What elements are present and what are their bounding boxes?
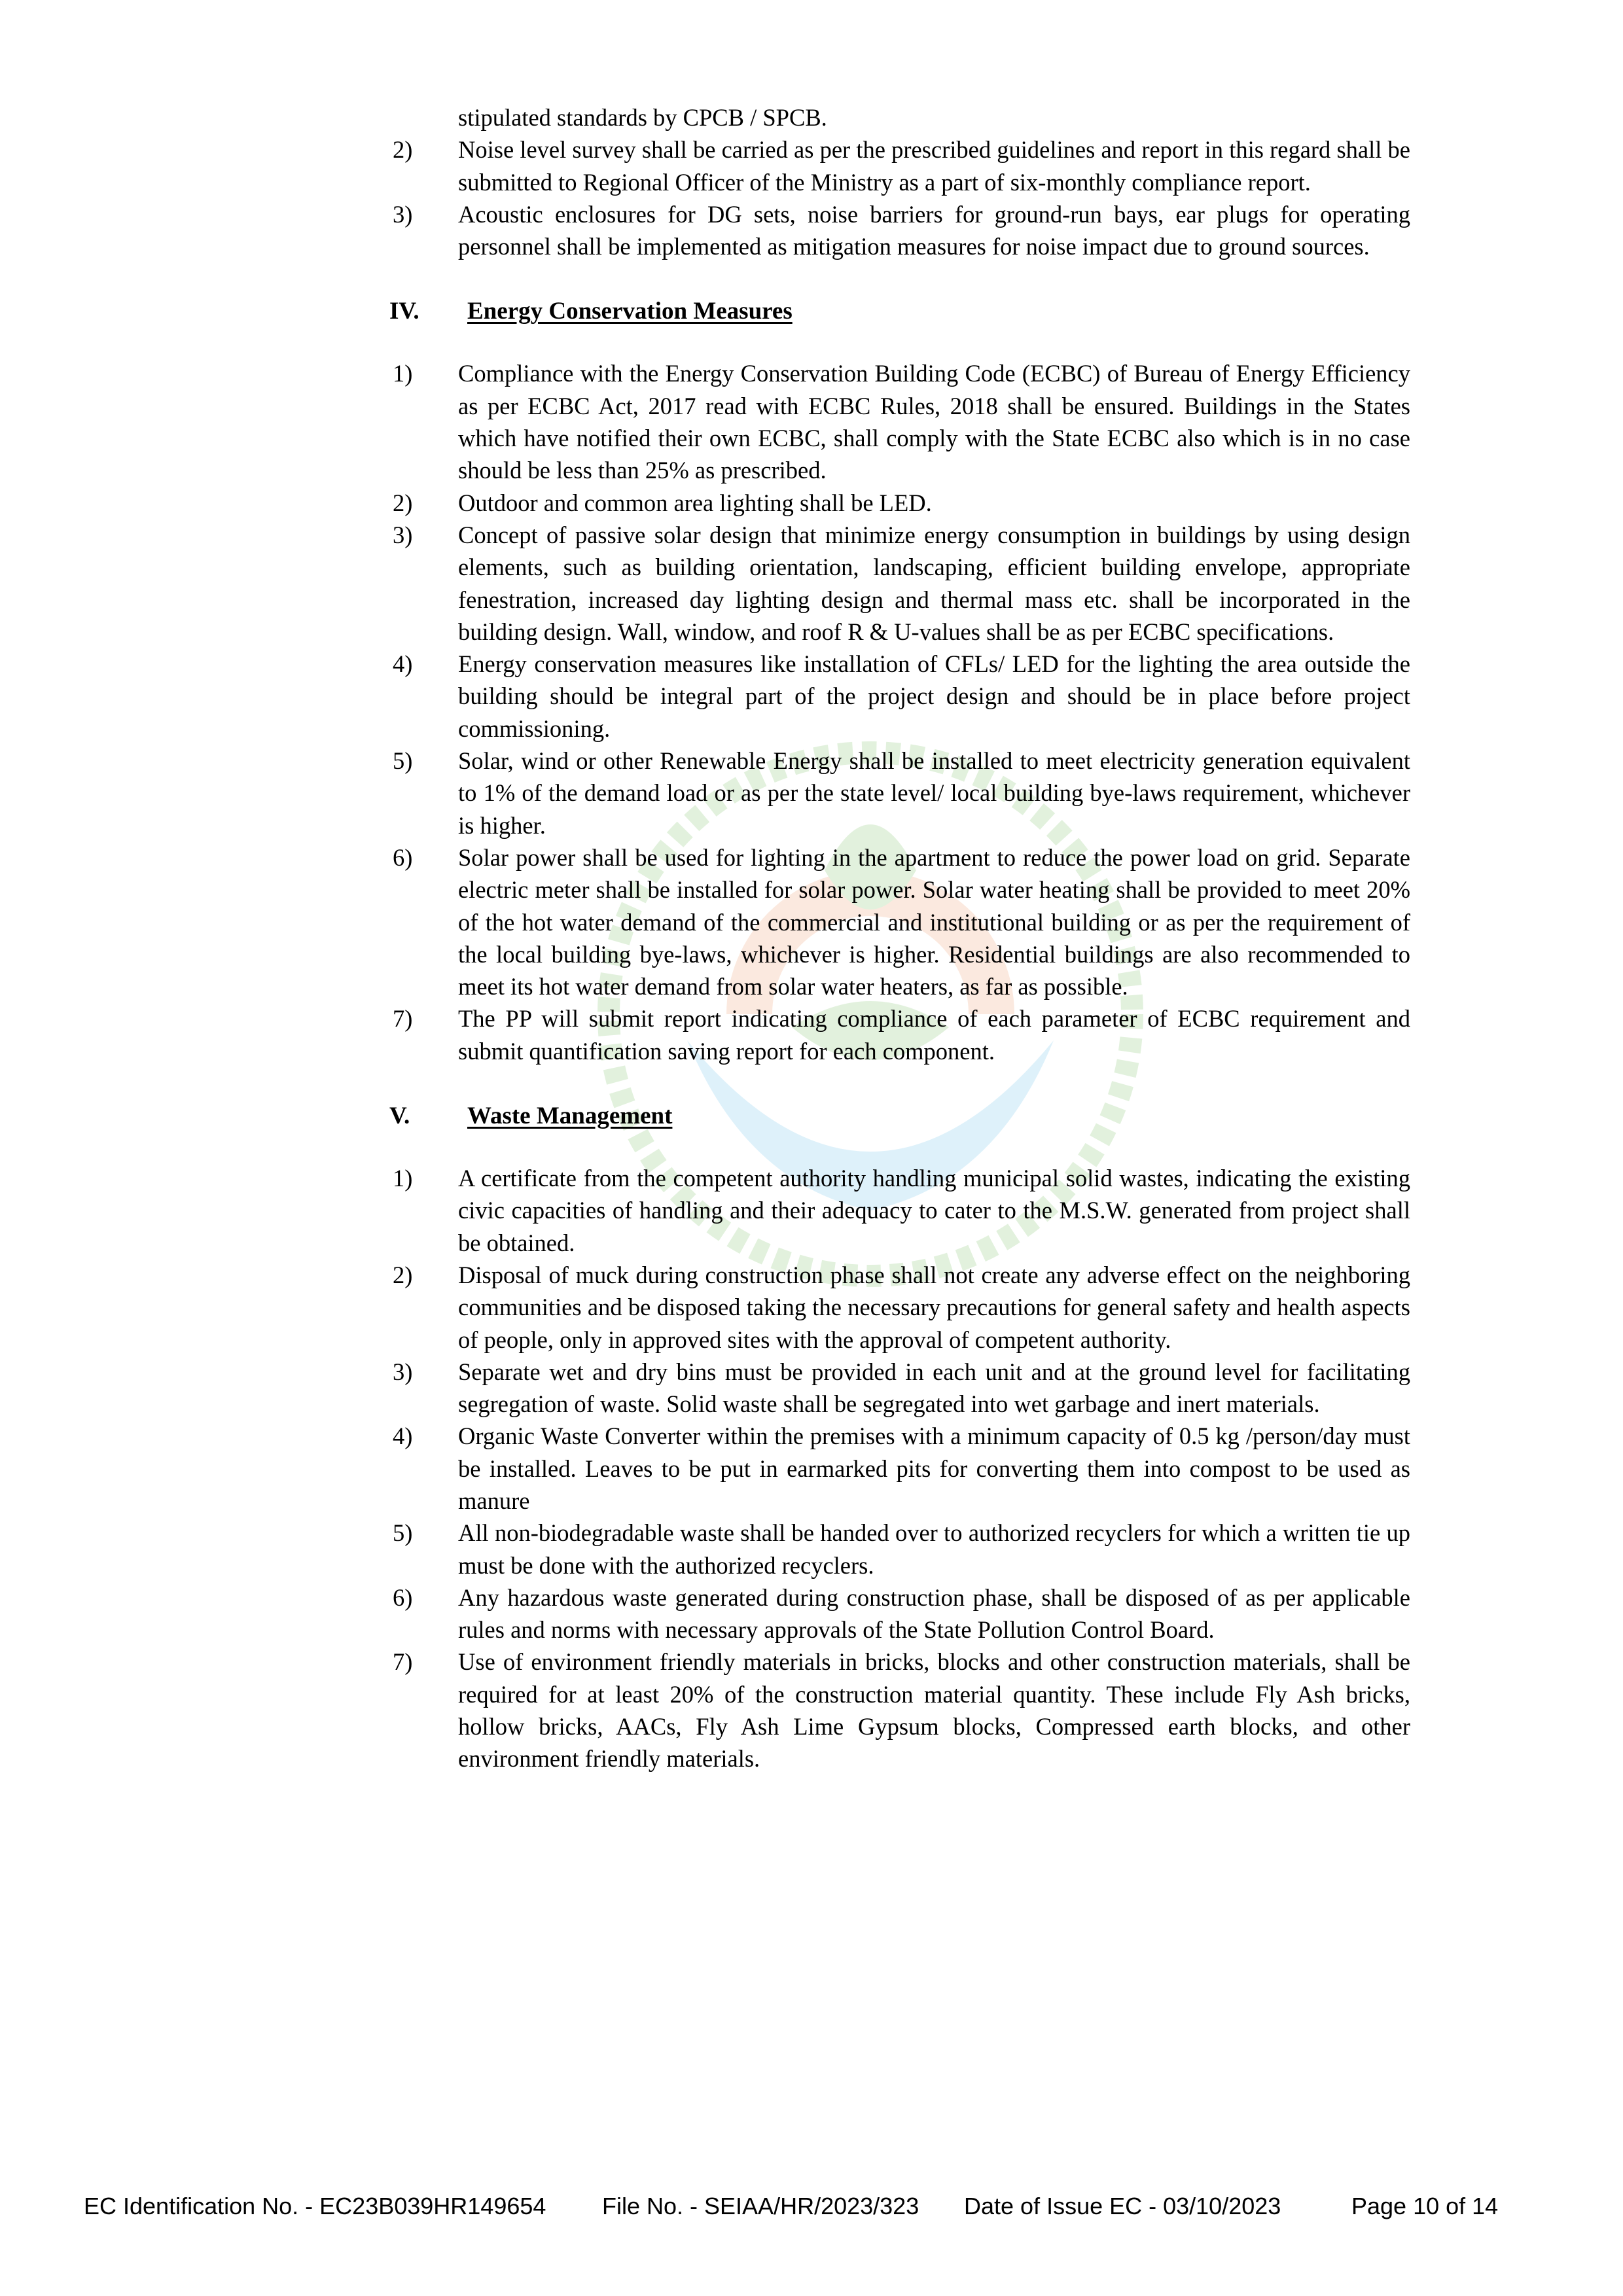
item-text: Disposal of muck during construction phase shall not create any adverse effect on the neighboring communities and be disposed taking the necessary precautions for general safety and health aspects of people, only in approved sites with the approval of competent authority. — [458, 1261, 1410, 1353]
item-text: Organic Waste Converter within the premises with a minimum capacity of 0.5 kg /person/day must be installed. Leaves to be put in earmarked pits for converting them into compost to be used as manure — [458, 1422, 1410, 1514]
footer-page-number: Page 10 of 14 — [1351, 2193, 1499, 2219]
item-number: 7) — [393, 1005, 413, 1033]
energy-conservation-list — [386, 357, 1410, 1067]
continuation-text: stipulated standards by CPCB / SPCB. — [458, 104, 827, 131]
item-number: 5) — [393, 1519, 413, 1547]
item-text: Solar, wind or other Renewable Energy shall be installed to meet electricity generation equivalent to 1% of the demand load or as per the state level/ local building bye-laws requirement, whichever is higher. — [458, 747, 1410, 839]
main-content — [386, 101, 1410, 1775]
item-text: Outdoor and common area lighting shall be LED. — [458, 489, 932, 516]
list-item — [386, 133, 1410, 198]
item-text: Acoustic enclosures for DG sets, noise barriers for ground-run bays, ear plugs for operating personnel shall be implemented as mitigation measures for noise impact due to ground sources. — [458, 200, 1410, 260]
item-number: 6) — [393, 843, 413, 871]
list-item — [386, 1162, 1410, 1259]
item-text: A certificate from the competent authority handling municipal solid wastes, indicating the existing civic capacities of handling and their adequacy to cater to the M.S.W. generated from project shall be obtained. — [458, 1165, 1410, 1256]
noise-list — [386, 133, 1410, 262]
item-text: The PP will submit report indicating compliance of each parameter of ECBC requirement and submit quantification saving report for each component. — [458, 1005, 1410, 1065]
list-item — [386, 745, 1410, 841]
item-number: 7) — [393, 1648, 413, 1676]
list-item — [386, 357, 1410, 486]
item-text: Compliance with the Energy Conservation Building Code (ECBC) of Bureau of Energy Efficiency as per ECBC Act, 2017 read with ECBC Rules, 2018 shall be ensured. Buildings in the States which have notified their own ECBC, shall comply with the State ECBC also which is in no case should be less than 25% as prescribed. — [458, 360, 1410, 484]
item-text: Separate wet and dry bins must be provided in each unit and at the ground level for facilitating segregation of waste. Solid waste shall be segregated into wet garbage and inert materials. — [458, 1358, 1410, 1418]
item-number: 3) — [393, 521, 413, 548]
section-heading-energy-conservation — [386, 295, 1410, 327]
section-number: IV. — [389, 298, 419, 325]
list-item — [386, 1581, 1410, 1646]
list-item — [386, 487, 1410, 519]
list-item — [386, 841, 1410, 1002]
item-text: Any hazardous waste generated during construction phase, shall be disposed of as per applicable rules and norms with necessary approvals of the State Pollution Control Board. — [458, 1583, 1410, 1644]
item-text: Solar power shall be used for lighting in the apartment to reduce the power load on grid. Separate electric meter shall be installed for solar power. Solar water heating shall be provided to meet 20% of the hot water demand of the commercial and institutional building or as per the requirement of the local building bye-laws, whichever is higher. Residential buildings are also recommended to meet its hot water demand from solar water heaters, as far as possible. — [458, 843, 1410, 1000]
list-item — [386, 648, 1410, 745]
item-text: Use of environment friendly materials in bricks, blocks and other construction materials, shall be required for at least 20% of the construction material quantity. These include Fly Ash bricks, hollow bricks, AACs, Fly Ash Lime Gypsum blocks, Compressed earth blocks, and other environment friendly materials. — [458, 1648, 1410, 1773]
section-heading-waste-management — [386, 1100, 1410, 1132]
section-title: Energy Conservation Measures — [467, 298, 793, 325]
item-number: 3) — [393, 200, 413, 228]
section-title: Waste Management — [467, 1103, 673, 1130]
list-item — [386, 1259, 1410, 1356]
item-number: 4) — [393, 650, 413, 678]
item-number: 4) — [393, 1422, 413, 1450]
item-number: 3) — [393, 1358, 413, 1385]
item-text: All non-biodegradable waste shall be handed over to authorized recyclers for which a written tie up must be done with the authorized recyclers. — [458, 1519, 1410, 1579]
item-number: 2) — [393, 489, 413, 516]
item-number: 1) — [393, 1165, 413, 1192]
list-item — [386, 1420, 1410, 1517]
list-item — [386, 1356, 1410, 1421]
list-item — [386, 1646, 1410, 1775]
item-number: 5) — [393, 747, 413, 775]
footer-file-number: File No. - SEIAA/HR/2023/323 — [602, 2193, 919, 2219]
footer-issue-date: Date of Issue EC - 03/10/2023 — [964, 2193, 1281, 2219]
list-item — [386, 1002, 1410, 1067]
item-number: 2) — [393, 1261, 413, 1288]
list-item — [386, 1517, 1410, 1581]
item-text: Concept of passive solar design that minimize energy consumption in buildings by using design elements, such as building orientation, landscaping, efficient building envelope, appropriate fenestration, increased day lighting design and thermal mass etc. shall be incorporated in the building design. Wall, window, and roof R & U-values shall be as per ECBC specifications. — [458, 521, 1410, 645]
item-number: 6) — [393, 1583, 413, 1611]
waste-management-list — [386, 1162, 1410, 1775]
list-item — [386, 519, 1410, 648]
item-text: Energy conservation measures like installation of CFLs/ LED for the lighting the area outside the building should be integral part of the project design and should be in place before project commissioning. — [458, 650, 1410, 742]
list-item — [386, 198, 1410, 263]
item-number: 1) — [393, 360, 413, 387]
footer-ec-identification: EC Identification No. - EC23B039HR149654 — [84, 2193, 546, 2219]
section-number: V. — [389, 1103, 410, 1130]
item-number: 2) — [393, 136, 413, 164]
item-text: Noise level survey shall be carried as per the prescribed guidelines and report in this regard shall be submitted to Regional Officer of the Ministry as a part of six-monthly compliance report. — [458, 136, 1410, 196]
